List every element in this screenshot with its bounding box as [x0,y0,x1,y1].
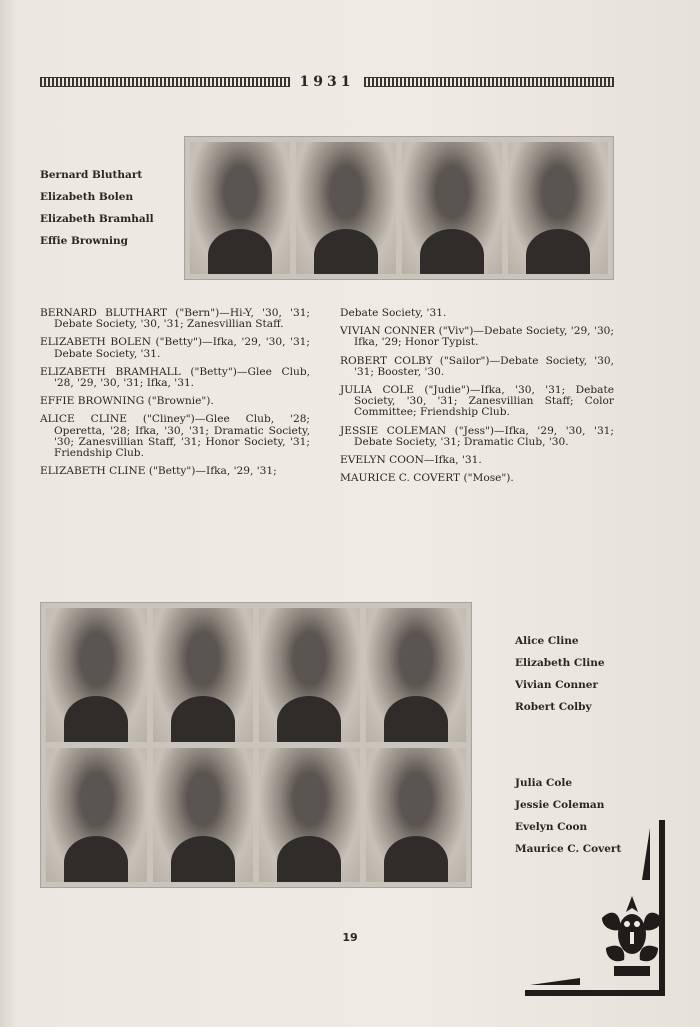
student-bio: ROBERT COLBY ("Sailor")—Debate Society, '30, '31; Booster, '30. [340,354,614,378]
student-name: Elizabeth Bolen [40,191,134,203]
student-bio: BERNARD BLUTHART ("Bern")—Hi-Y, '30, '31; Debate Society, '30, '31; Zanesvillian Staff. [40,307,310,331]
student-name: Elizabeth Bramhall [40,213,154,225]
top-photo-strip [184,136,614,280]
student-bio: MAURICE C. COVERT ("Mose"). [340,472,514,485]
student-bio: EFFIE BROWNING ("Brownie"). [40,395,214,408]
student-name: Elizabeth Cline [515,657,605,669]
student-bio: ELIZABETH CLINE ("Betty")—Ifka, '29, '31; [40,465,277,478]
portrait-photo [46,748,147,882]
student-name: Robert Colby [515,701,592,713]
corner-ornament-icon [520,820,670,1000]
bio-column-left [40,308,310,484]
student-name: Maurice C. Covert [515,843,622,855]
portrait-photo [508,142,608,274]
student-name: Effie Browning [40,235,128,247]
student-name: Julia Cole [515,777,573,789]
student-bio: ELIZABETH BRAMHALL ("Betty")—Glee Club, '28, '29, '30, '31; Ifka, '31. [40,365,310,390]
page-number: 19 [342,931,358,944]
student-bio: JULIA COLE ("Judie")—Ifka, '30, '31; Debate Society, '30, '31; Zanesvillian Staff; Color Committee; Friendship Club. [340,384,614,419]
student-bio: ELIZABETH BOLEN ("Betty")—Ifka, '29, '30, '31; Debate Society, '31. [40,336,310,360]
student-name: Evelyn Coon [515,821,588,833]
student-name: Vivian Conner [515,679,598,691]
student-name: Bernard Bluthart [40,169,143,181]
bottom-photo-grid [40,602,472,888]
student-bio: ALICE CLINE ("Cliney")—Glee Club, '28; Operetta, '28; Ifka, '30, '31; Dramatic Society, '30; Zanesvillian Staff, '31; Honor Society, '31; Friendship Club. [40,413,310,460]
portrait-photo [366,748,467,882]
portrait-photo [366,608,467,742]
portrait-photo [259,748,360,882]
top-name-list [40,164,154,252]
portrait-photo [153,748,254,882]
portrait-photo [190,142,290,274]
portrait-photo [259,608,360,742]
header-year: 1931 [299,74,355,90]
portrait-photo [402,142,502,274]
header-rule-left [40,77,290,87]
student-name: Jessie Coleman [515,799,605,811]
student-bio: EVELYN COON—Ifka, '31. [340,454,482,467]
student-bio: Debate Society, '31. [340,307,447,319]
bottom-name-list-upper [515,630,605,718]
page-header [40,72,614,92]
student-name: Alice Cline [515,635,579,647]
student-bio: JESSIE COLEMAN ("Jess")—Ifka, '29, '30, '31; Debate Society, '31; Dramatic Club, '30. [340,424,614,448]
portrait-photo [153,608,254,742]
bio-column-right [340,308,614,491]
portrait-photo [296,142,396,274]
student-bio: VIVIAN CONNER ("Viv")—Debate Society, '29, '30; Ifka, '29; Honor Typist. [340,325,614,349]
header-rule-right [364,77,614,87]
portrait-photo [46,608,147,742]
